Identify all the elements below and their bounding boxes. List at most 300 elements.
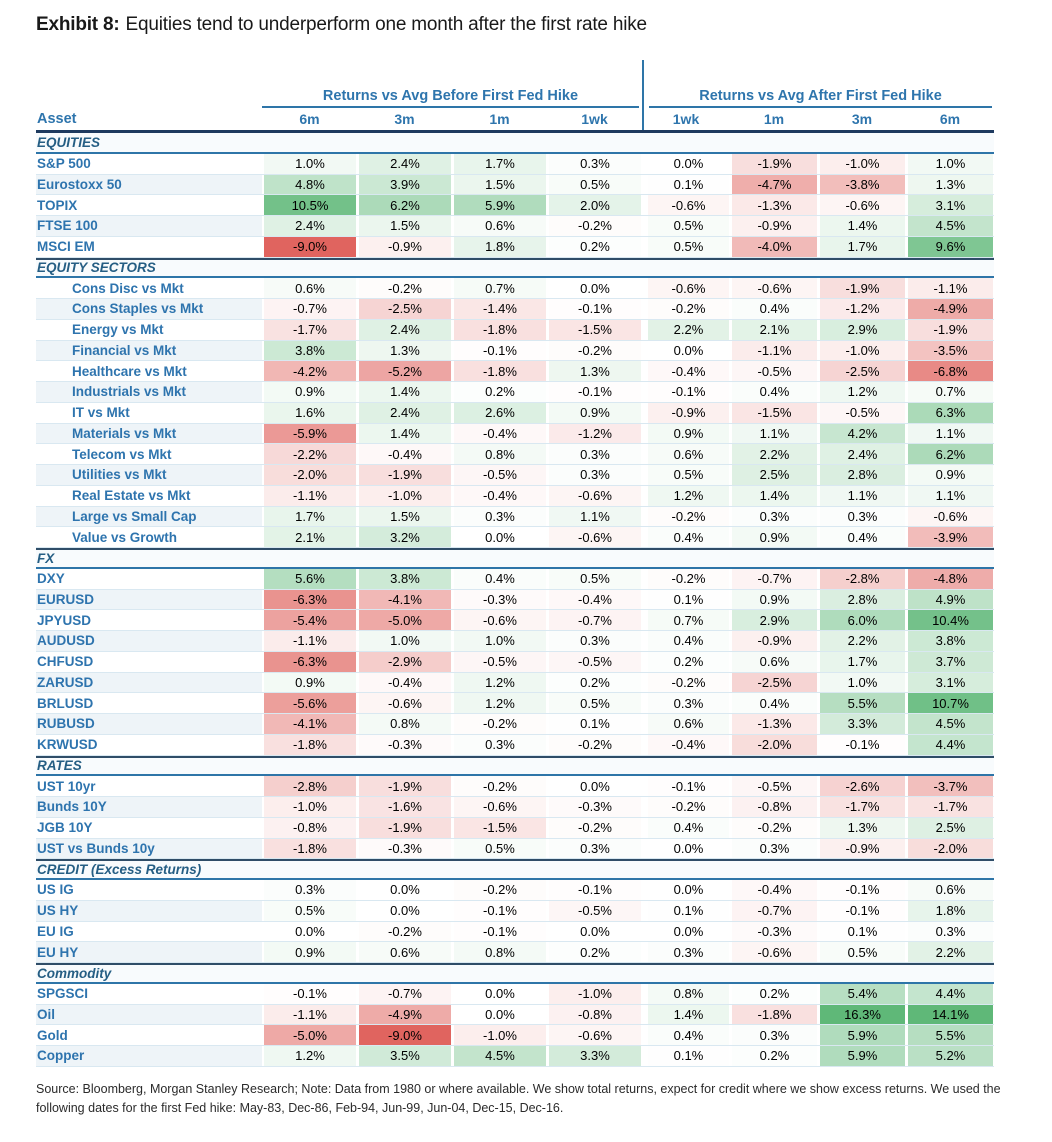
heat-cell: -2.9%: [357, 652, 452, 672]
heat-cell: 2.4%: [262, 216, 357, 236]
heat-cell: 0.7%: [452, 278, 547, 298]
heat-cell: 0.0%: [642, 839, 730, 859]
heat-cell: 0.3%: [452, 507, 547, 527]
heat-cell: 0.5%: [642, 216, 730, 236]
heat-cell: -0.9%: [357, 237, 452, 257]
table-row: [36, 1025, 994, 1046]
table-row: [36, 942, 994, 963]
asset-label: EU HY: [36, 942, 262, 962]
heat-cell: 0.3%: [642, 942, 730, 962]
table-row: [36, 776, 994, 797]
table-row: [36, 278, 994, 299]
heat-cell: -1.1%: [262, 631, 357, 651]
heat-cell: 0.9%: [262, 942, 357, 962]
heat-cell: 0.1%: [642, 901, 730, 921]
heat-cell: 0.0%: [357, 901, 452, 921]
heat-cell: 2.4%: [818, 444, 906, 464]
heat-cell: -1.1%: [730, 341, 818, 361]
heat-cell: -6.3%: [262, 590, 357, 610]
heat-cell: 0.3%: [547, 465, 642, 485]
asset-label: BRLUSD: [37, 695, 94, 711]
heat-cell: 3.1%: [906, 673, 994, 693]
heat-cell: 0.2%: [730, 984, 818, 1004]
heat-cell: -4.7%: [730, 175, 818, 195]
heat-cell: 5.9%: [818, 1025, 906, 1045]
heat-cell: 2.4%: [357, 154, 452, 174]
heat-cell: -4.0%: [730, 237, 818, 257]
heat-cell: 3.7%: [906, 652, 994, 672]
table-row: [36, 673, 994, 694]
heat-cell: -4.2%: [262, 361, 357, 381]
heat-cell: -1.4%: [452, 299, 547, 319]
heat-cell: 10.5%: [262, 195, 357, 215]
asset-label: EURUSD: [36, 590, 262, 610]
heat-cell: 0.3%: [642, 693, 730, 713]
heat-cell: 0.7%: [906, 382, 994, 402]
heat-cell: -0.4%: [730, 880, 818, 900]
section-label: EQUITIES: [37, 134, 101, 150]
heat-cell: 0.5%: [547, 569, 642, 589]
heat-cell: -0.4%: [452, 486, 547, 506]
table-row: [36, 569, 994, 590]
section-header-row: [36, 548, 994, 569]
heat-cell: -0.6%: [452, 610, 547, 630]
heat-cell: -0.2%: [452, 776, 547, 796]
heat-cell: 0.0%: [642, 922, 730, 942]
asset-label: S&P 500: [37, 156, 91, 172]
heat-cell: 0.0%: [642, 880, 730, 900]
heat-cell: -1.2%: [818, 299, 906, 319]
heat-cell: -2.0%: [730, 735, 818, 755]
heat-cell: 1.1%: [547, 507, 642, 527]
heat-cell: 1.3%: [818, 818, 906, 838]
heat-cell: 0.8%: [642, 984, 730, 1004]
asset-label: Large vs Small Cap: [36, 507, 262, 527]
heat-cell: -1.8%: [262, 735, 357, 755]
heat-cell: -0.3%: [357, 839, 452, 859]
heat-cell: -0.2%: [642, 569, 730, 589]
heat-cell: 4.2%: [818, 424, 906, 444]
table-row: [36, 735, 994, 756]
heat-cell: 4.4%: [906, 735, 994, 755]
heat-cell: 5.6%: [262, 569, 357, 589]
heat-cell: 0.3%: [547, 631, 642, 651]
heat-cell: -0.2%: [730, 818, 818, 838]
heat-cell: 16.3%: [818, 1005, 906, 1025]
heat-cell: 0.3%: [818, 507, 906, 527]
table-row: [36, 839, 994, 860]
heat-cell: 2.5%: [906, 818, 994, 838]
table-row: [36, 652, 994, 673]
group-header-before: Returns vs Avg Before First Fed Hike: [262, 88, 639, 108]
heat-cell: -0.2%: [547, 818, 642, 838]
heat-cell: 1.1%: [818, 486, 906, 506]
column-header-before-3m: 3m: [394, 111, 415, 127]
heat-cell: 2.9%: [818, 320, 906, 340]
heat-cell: 2.4%: [357, 403, 452, 423]
heat-cell: 0.1%: [642, 175, 730, 195]
heat-cell: 0.6%: [730, 652, 818, 672]
heat-cell: 4.9%: [906, 590, 994, 610]
section-header-row: [36, 859, 994, 880]
table-row: [36, 361, 994, 382]
heat-cell: 0.6%: [262, 278, 357, 298]
heat-cell: -1.1%: [262, 1005, 357, 1025]
asset-label: Gold: [37, 1027, 68, 1043]
heat-cell: 0.1%: [642, 590, 730, 610]
heat-cell: 2.0%: [547, 195, 642, 215]
table-row: [36, 922, 994, 943]
heat-cell: 0.1%: [642, 1046, 730, 1066]
source-note: Source: Bloomberg, Morgan Stanley Research; Note: Data from 1980 or where available. We show total returns, expect for credit where we show excess returns. We used the following dates for the first Fed hike: May-83, Dec-86, Feb-94, Jun-99, Jun-04, Dec-15, Dec-16.: [36, 1082, 1001, 1115]
heat-cell: 0.4%: [730, 299, 818, 319]
heat-cell: -0.2%: [452, 714, 547, 734]
heat-cell: 1.0%: [262, 154, 357, 174]
heat-cell: 2.5%: [730, 465, 818, 485]
asset-label: AUDUSD: [36, 631, 262, 651]
heat-cell: -0.2%: [452, 880, 547, 900]
heat-cell: -0.7%: [730, 901, 818, 921]
heat-cell: -1.3%: [730, 195, 818, 215]
heat-cell: -5.2%: [357, 361, 452, 381]
heat-cell: 1.4%: [642, 1005, 730, 1025]
heat-cell: -0.6%: [818, 195, 906, 215]
heat-cell: 2.8%: [818, 465, 906, 485]
heat-cell: -0.9%: [818, 839, 906, 859]
heat-cell: -1.0%: [452, 1025, 547, 1045]
section-header-row: [36, 963, 994, 984]
heat-cell: -0.5%: [730, 776, 818, 796]
heat-cell: -0.5%: [547, 901, 642, 921]
heat-cell: 9.6%: [906, 237, 994, 257]
table-row: [36, 610, 994, 631]
heat-cell: 0.5%: [452, 839, 547, 859]
table-row: [36, 341, 994, 362]
heat-cell: 3.2%: [357, 527, 452, 547]
heat-cell: -0.6%: [547, 1025, 642, 1045]
heat-cell: -0.6%: [906, 507, 994, 527]
heat-cell: 0.0%: [262, 922, 357, 942]
table-row: [36, 320, 994, 341]
heat-cell: -1.0%: [357, 486, 452, 506]
heat-cell: -0.4%: [452, 424, 547, 444]
asset-label: DXY: [37, 571, 65, 587]
column-header-before-6m: 6m: [299, 111, 320, 127]
heat-cell: -9.0%: [357, 1025, 452, 1045]
heat-cell: -1.9%: [906, 320, 994, 340]
heat-cell: 5.5%: [906, 1025, 994, 1045]
section-header-row: [36, 756, 994, 777]
asset-label: Telecom vs Mkt: [72, 446, 172, 462]
heat-cell: 0.3%: [547, 444, 642, 464]
heat-cell: -2.5%: [818, 361, 906, 381]
table-row: [36, 984, 994, 1005]
heat-cell: 1.7%: [452, 154, 547, 174]
heat-cell: -1.0%: [818, 154, 906, 174]
heat-cell: 1.2%: [452, 693, 547, 713]
table-row: [36, 1005, 994, 1026]
asset-label: Cons Disc vs Mkt: [72, 280, 184, 296]
heat-cell: -3.5%: [906, 341, 994, 361]
heat-cell: -0.1%: [452, 901, 547, 921]
heat-cell: 0.2%: [547, 237, 642, 257]
heat-cell: 0.3%: [906, 922, 994, 942]
heat-cell: 1.7%: [262, 507, 357, 527]
heat-cell: 1.5%: [452, 175, 547, 195]
heat-cell: -0.7%: [357, 984, 452, 1004]
heat-cell: 1.4%: [730, 486, 818, 506]
heat-cell: 0.6%: [642, 714, 730, 734]
table-row: [36, 1046, 994, 1067]
heat-cell: 1.0%: [357, 631, 452, 651]
asset-label: Real Estate vs Mkt: [72, 488, 191, 504]
asset-label: Bunds 10Y: [36, 797, 262, 817]
heat-cell: -0.5%: [452, 465, 547, 485]
heat-cell: 1.8%: [906, 901, 994, 921]
heat-cell: -0.4%: [642, 361, 730, 381]
asset-label: Eurostoxx 50: [36, 175, 262, 195]
heat-cell: 0.6%: [452, 216, 547, 236]
heat-cell: 1.2%: [452, 673, 547, 693]
heat-cell: 2.2%: [906, 942, 994, 962]
heat-cell: 0.8%: [357, 714, 452, 734]
heat-cell: -0.1%: [547, 880, 642, 900]
heat-cell: -0.7%: [262, 299, 357, 319]
heat-cell: -9.0%: [262, 237, 357, 257]
heat-cell: 6.3%: [906, 403, 994, 423]
asset-label: Value vs Growth: [72, 529, 178, 545]
table-row: [36, 424, 994, 445]
heat-cell: 0.0%: [452, 984, 547, 1004]
heat-cell: 3.1%: [906, 195, 994, 215]
heat-cell: 3.9%: [357, 175, 452, 195]
heat-cell: 0.5%: [642, 237, 730, 257]
asset-column-header: Asset: [37, 111, 77, 127]
section-header-row: [36, 133, 994, 154]
heat-cell: 2.6%: [452, 403, 547, 423]
heat-cell: -5.9%: [262, 424, 357, 444]
heat-cell: 0.4%: [642, 527, 730, 547]
heat-cell: 1.5%: [357, 216, 452, 236]
heat-cell: 0.9%: [262, 382, 357, 402]
table-row: [36, 880, 994, 901]
heat-cell: 0.8%: [452, 942, 547, 962]
heat-cell: -0.2%: [642, 673, 730, 693]
heat-cell: -1.8%: [452, 361, 547, 381]
asset-label: US HY: [36, 901, 262, 921]
heat-cell: 0.0%: [452, 527, 547, 547]
heat-cell: 1.1%: [906, 486, 994, 506]
heat-cell: -2.5%: [730, 673, 818, 693]
heat-cell: 0.3%: [547, 154, 642, 174]
heat-cell: -0.4%: [547, 590, 642, 610]
asset-label: Cons Staples vs Mkt: [36, 299, 262, 319]
heat-cell: -2.0%: [262, 465, 357, 485]
section-label: Commodity: [37, 965, 112, 981]
heat-cell: 1.4%: [357, 424, 452, 444]
heat-cell: 0.9%: [906, 465, 994, 485]
heat-cell: -0.6%: [357, 693, 452, 713]
heat-cell: 1.2%: [818, 382, 906, 402]
asset-label: JGB 10Y: [37, 820, 93, 836]
table-row: [36, 382, 994, 403]
heat-cell: 1.0%: [906, 154, 994, 174]
heat-cell: -4.1%: [357, 590, 452, 610]
heat-cell: 3.8%: [906, 631, 994, 651]
heat-cell: -0.6%: [730, 278, 818, 298]
table-row: [36, 693, 994, 714]
heat-cell: 0.3%: [452, 735, 547, 755]
asset-label: EU IG: [37, 923, 74, 939]
heat-cell: -3.7%: [906, 776, 994, 796]
heat-cell: -1.0%: [262, 797, 357, 817]
heat-cell: 0.4%: [730, 693, 818, 713]
table-row: [36, 195, 994, 216]
group-header-row: [36, 84, 994, 108]
heat-cell: -0.4%: [642, 735, 730, 755]
heat-cell: -2.5%: [357, 299, 452, 319]
column-header-before-1m: 1m: [489, 111, 510, 127]
heat-cell: 5.9%: [818, 1046, 906, 1066]
heat-cell: -1.8%: [730, 1005, 818, 1025]
heat-cell: -0.6%: [730, 942, 818, 962]
heat-cell: 6.2%: [906, 444, 994, 464]
heat-cell: 4.5%: [906, 216, 994, 236]
heat-cell: 0.4%: [818, 527, 906, 547]
asset-label: KRWUSD: [37, 737, 98, 753]
heat-cell: -0.1%: [818, 735, 906, 755]
heat-cell: 2.4%: [357, 320, 452, 340]
heat-cell: 6.0%: [818, 610, 906, 630]
heat-cell: 0.5%: [547, 693, 642, 713]
heat-cell: -0.3%: [357, 735, 452, 755]
heat-cell: -2.8%: [818, 569, 906, 589]
table-row: [36, 631, 994, 652]
heat-cell: 0.4%: [730, 382, 818, 402]
heat-cell: -0.2%: [642, 299, 730, 319]
heat-cell: 0.4%: [642, 631, 730, 651]
heat-cell: 3.8%: [262, 341, 357, 361]
section-header-row: [36, 258, 994, 279]
heat-cell: 1.0%: [818, 673, 906, 693]
heat-cell: -0.1%: [547, 382, 642, 402]
heat-cell: 2.2%: [818, 631, 906, 651]
heat-cell: 1.0%: [452, 631, 547, 651]
heat-cell: 0.9%: [642, 424, 730, 444]
table-row: [36, 901, 994, 922]
heat-cell: -0.5%: [730, 361, 818, 381]
heat-cell: 0.3%: [547, 839, 642, 859]
column-header-row: [36, 108, 994, 133]
heat-cell: 5.2%: [906, 1046, 994, 1066]
heat-cell: -0.1%: [452, 922, 547, 942]
heat-cell: 1.6%: [262, 403, 357, 423]
table-row: [36, 527, 994, 548]
heat-cell: -1.9%: [357, 818, 452, 838]
heat-cell: 1.5%: [357, 507, 452, 527]
heat-cell: -0.3%: [730, 922, 818, 942]
heat-cell: -3.9%: [906, 527, 994, 547]
heat-cell: 0.3%: [730, 839, 818, 859]
heat-cell: 0.2%: [730, 1046, 818, 1066]
heat-cell: -0.5%: [547, 652, 642, 672]
heat-cell: -0.1%: [547, 299, 642, 319]
table-row: [36, 237, 994, 258]
heat-cell: -4.1%: [262, 714, 357, 734]
table-row: [36, 486, 994, 507]
column-header-after-1wk: 1wk: [672, 111, 700, 127]
section-label: RATES: [37, 758, 82, 774]
asset-label: JPYUSD: [37, 612, 92, 628]
heat-cell: 1.4%: [818, 216, 906, 236]
heat-cell: -0.1%: [642, 776, 730, 796]
heat-cell: -1.7%: [906, 797, 994, 817]
heat-cell: -1.8%: [262, 839, 357, 859]
heat-cell: 0.1%: [547, 714, 642, 734]
asset-label: Utilities vs Mkt: [36, 465, 262, 485]
heat-cell: 0.3%: [730, 507, 818, 527]
table-row: [36, 299, 994, 320]
heat-cell: -0.4%: [357, 673, 452, 693]
heat-cell: 4.5%: [906, 714, 994, 734]
asset-label: RUBUSD: [36, 714, 262, 734]
asset-label: IT vs Mkt: [72, 405, 130, 421]
heat-cell: 1.2%: [262, 1046, 357, 1066]
asset-label: SPGSCI: [37, 986, 89, 1002]
asset-label: Healthcare vs Mkt: [72, 363, 187, 379]
heat-cell: 2.2%: [730, 444, 818, 464]
heat-cell: -1.0%: [818, 341, 906, 361]
section-label: EQUITY SECTORS: [37, 260, 156, 276]
heat-cell: 2.1%: [262, 527, 357, 547]
heat-cell: 0.4%: [452, 569, 547, 589]
heat-cell: -4.9%: [357, 1005, 452, 1025]
heat-cell: 0.0%: [452, 1005, 547, 1025]
asset-label: Energy vs Mkt: [72, 322, 164, 338]
asset-label: FTSE 100: [36, 216, 262, 236]
heat-cell: 0.8%: [452, 444, 547, 464]
heat-cell: 5.4%: [818, 984, 906, 1004]
table-row: [36, 818, 994, 839]
heat-cell: 0.4%: [642, 1025, 730, 1045]
heat-cell: -1.9%: [818, 278, 906, 298]
heat-cell: 0.2%: [547, 673, 642, 693]
heat-cell: -6.8%: [906, 361, 994, 381]
heat-cell: -2.6%: [818, 776, 906, 796]
heat-cell: -1.0%: [547, 984, 642, 1004]
heat-cell: -2.2%: [262, 444, 357, 464]
heat-cell: 1.4%: [357, 382, 452, 402]
asset-label: ZARUSD: [36, 673, 262, 693]
heat-cell: -1.2%: [547, 424, 642, 444]
heat-cell: 5.9%: [452, 195, 547, 215]
asset-label: TOPIX: [37, 197, 78, 213]
table-row: [36, 797, 994, 818]
heat-cell: -0.2%: [547, 341, 642, 361]
heat-cell: 0.4%: [642, 818, 730, 838]
heat-cell: -0.2%: [357, 922, 452, 942]
heat-cell: 0.0%: [642, 154, 730, 174]
heat-cell: 0.9%: [730, 590, 818, 610]
heat-cell: -1.1%: [906, 278, 994, 298]
asset-label: Industrials vs Mkt: [36, 382, 262, 402]
heat-cell: 0.2%: [547, 942, 642, 962]
heat-cell: -0.2%: [357, 278, 452, 298]
heat-cell: -0.2%: [642, 507, 730, 527]
heat-cell: -0.7%: [730, 569, 818, 589]
table-row: [36, 590, 994, 611]
heat-cell: 0.3%: [730, 1025, 818, 1045]
